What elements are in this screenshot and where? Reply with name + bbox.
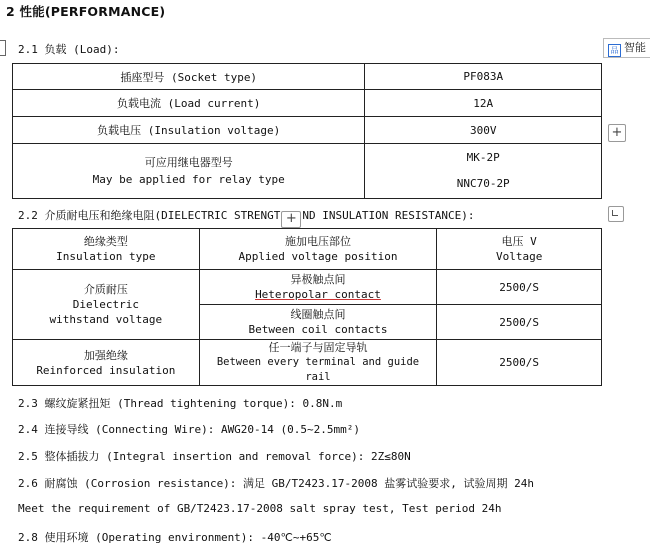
section-2-5: 2.5 整体插拔力 (Integral insertion and removal force): 2Z≤80N bbox=[18, 450, 411, 463]
header-applied-position bbox=[199, 229, 437, 270]
relay-type-label-cn: 可应用继电器型号 bbox=[144, 156, 233, 169]
table-row bbox=[13, 270, 602, 305]
section-2-2-text: 2.2 介质耐电压和绝缘电阻(DIELECTRIC STRENGT bbox=[18, 209, 281, 222]
reinforced-type-cell bbox=[13, 340, 200, 386]
dielectric-type-cn: 介质耐压 bbox=[83, 283, 128, 296]
header-voltage-en: Voltage bbox=[495, 250, 543, 263]
position-coil-en: Between coil contacts bbox=[248, 323, 388, 336]
table-row bbox=[13, 117, 602, 144]
smart-icon: 品 bbox=[608, 44, 621, 57]
section-2-2-text-end: ND INSULATION RESISTANCE): bbox=[302, 209, 475, 222]
table-header-row bbox=[13, 229, 602, 270]
section-2-1-heading: 2.1 负载 (Load): bbox=[18, 43, 120, 56]
dielectric-type-cell bbox=[13, 270, 200, 340]
header-insulation-type-cn: 绝缘类型 bbox=[83, 235, 128, 248]
insert-button[interactable]: + bbox=[281, 211, 301, 228]
header-insulation-type-en: Insulation type bbox=[56, 250, 156, 263]
edge-marker bbox=[0, 40, 6, 56]
voltage-coil: 2500/S bbox=[437, 305, 602, 340]
header-applied-position-cn: 施加电压部位 bbox=[284, 235, 351, 248]
relay-type-label-en: May be applied for relay type bbox=[92, 173, 285, 186]
section-2-4: 2.4 连接导线 (Connecting Wire): AWG20-14 (0.5~2.5mm²) bbox=[18, 423, 361, 436]
load-table bbox=[12, 63, 602, 199]
section-2-6: 2.6 耐腐蚀 (Corrosion resistance): 满足 GB/T2423.17-2008 盐雾试验要求, 试验周期 24h bbox=[18, 477, 534, 490]
reinforced-type-en: Reinforced insulation bbox=[36, 363, 176, 377]
insulation-voltage-value: 300V bbox=[365, 117, 602, 144]
smart-button[interactable] bbox=[603, 38, 650, 58]
load-current-value: 12A bbox=[365, 90, 602, 117]
dielectric-type-en: withstand voltage bbox=[49, 313, 163, 326]
dielectric-table bbox=[12, 228, 602, 386]
position-terminal-rail bbox=[199, 340, 437, 386]
section-2-6-english: Meet the requirement of GB/T2423.17-2008 salt spray test, Test period 24h bbox=[18, 502, 502, 515]
section-2-3: 2.3 螺纹旋紧扭矩 (Thread tightening torque): 0.8N.m bbox=[18, 397, 343, 410]
header-voltage-cn: 电压 V bbox=[501, 235, 537, 248]
relay-type-values bbox=[365, 144, 602, 199]
position-coil-cn: 线圈触点间 bbox=[290, 308, 346, 321]
position-coil bbox=[199, 305, 437, 340]
section-2-8: 2.8 使用环境 (Operating environment): -40℃~+65℃ bbox=[18, 531, 332, 544]
relay-type-value: MK-2P bbox=[466, 151, 500, 164]
section-2-2-heading bbox=[18, 207, 475, 228]
load-current-label: 负载电流 (Load current) bbox=[13, 90, 365, 117]
add-row-button[interactable]: + bbox=[608, 124, 626, 142]
table-expand-icon[interactable] bbox=[608, 206, 624, 222]
header-insulation-type bbox=[13, 229, 200, 270]
insulation-voltage-label: 负载电压 (Insulation voltage) bbox=[13, 117, 365, 144]
position-terminal-rail-cn: 任一端子与固定导轨 bbox=[268, 341, 368, 354]
header-applied-position-en: Applied voltage position bbox=[238, 250, 398, 263]
smart-button-label: 智能 bbox=[624, 41, 646, 54]
socket-type-label: 插座型号 (Socket type) bbox=[13, 64, 365, 90]
table-row bbox=[13, 340, 602, 386]
relay-type-label bbox=[13, 144, 365, 199]
section-title: 2 性能(PERFORMANCE) bbox=[6, 4, 166, 19]
reinforced-type-cn: 加强绝缘 bbox=[83, 348, 128, 362]
table-row bbox=[13, 90, 602, 117]
position-heteropolar bbox=[199, 270, 437, 305]
voltage-reinforced: 2500/S bbox=[437, 340, 602, 386]
table-row bbox=[13, 144, 602, 199]
relay-type-value: NNC70-2P bbox=[456, 177, 510, 190]
socket-type-value: PF083A bbox=[365, 64, 602, 90]
position-heteropolar-cn: 异极触点间 bbox=[290, 273, 346, 286]
voltage-heteropolar: 2500/S bbox=[437, 270, 602, 305]
table-row bbox=[13, 64, 602, 90]
dielectric-type-en: Dielectric bbox=[72, 298, 139, 311]
position-terminal-rail-en: Between every terminal and guide rail bbox=[216, 356, 420, 383]
position-heteropolar-en: Heteropolar contact bbox=[255, 288, 381, 301]
header-voltage bbox=[437, 229, 602, 270]
